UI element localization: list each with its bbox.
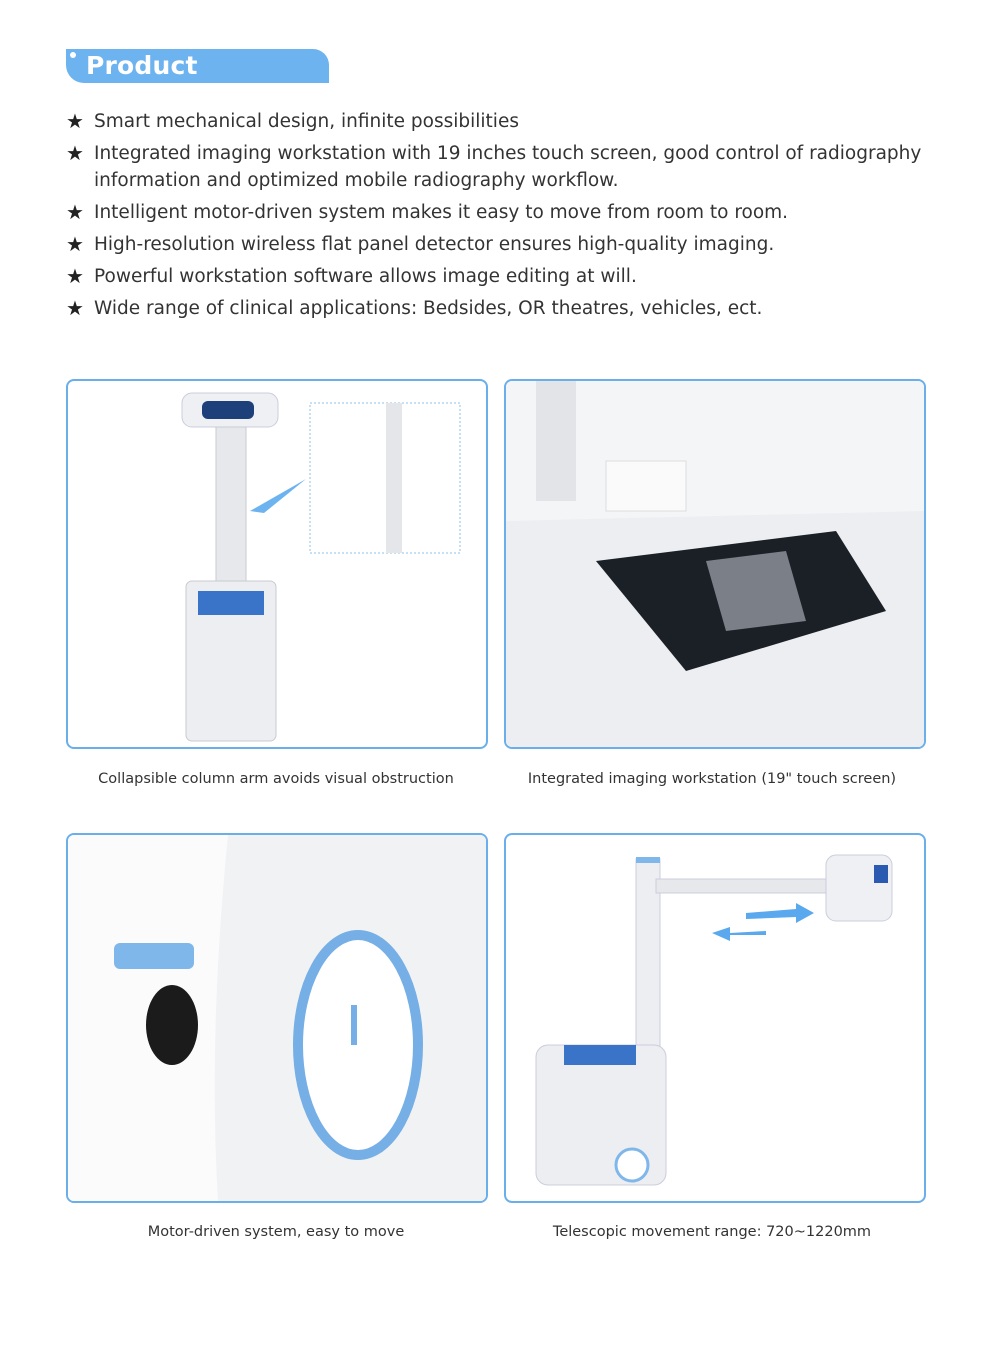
caption: Telescopic movement range: 720~1220mm: [552, 1224, 872, 1240]
section-title: Product Features: [86, 51, 212, 109]
star-icon: ★: [66, 141, 84, 165]
section-title-badge: [66, 49, 329, 109]
dot-icon: [70, 52, 76, 58]
caption: Integrated imaging workstation (19" touch screen): [527, 771, 897, 787]
star-icon: ★: [66, 200, 84, 224]
star-icon: ★: [66, 109, 84, 133]
star-icon: ★: [66, 296, 84, 320]
feature-item: ★ Powerful workstation software allows image editing at will.: [66, 264, 637, 288]
feature-item: ★ Integrated imaging workstation with 19 inches touch screen, good control of radiography information and optimized mobile radiography workflow.: [66, 140, 946, 194]
product-image-column-arm: [66, 379, 488, 749]
product-image-workstation: [504, 379, 926, 749]
feature-item: ★ Wide range of clinical applications: Bedsides, OR theatres, vehicles, ect.: [66, 296, 763, 320]
star-icon: ★: [66, 232, 84, 256]
product-image-telescopic-arm: [504, 833, 926, 1203]
feature-item: ★ High-resolution wireless flat panel detector ensures high-quality imaging.: [66, 232, 775, 256]
caption: Collapsible column arm avoids visual obstruction: [98, 771, 454, 787]
caption: Motor-driven system, easy to move: [147, 1224, 405, 1240]
star-icon: ★: [66, 264, 84, 288]
product-image-motor-drive: [66, 833, 488, 1203]
feature-list: [66, 108, 946, 327]
feature-item: ★ Intelligent motor-driven system makes it easy to move from room to room.: [66, 200, 789, 224]
feature-item: ★ Smart mechanical design, infinite possibilities: [66, 109, 519, 133]
